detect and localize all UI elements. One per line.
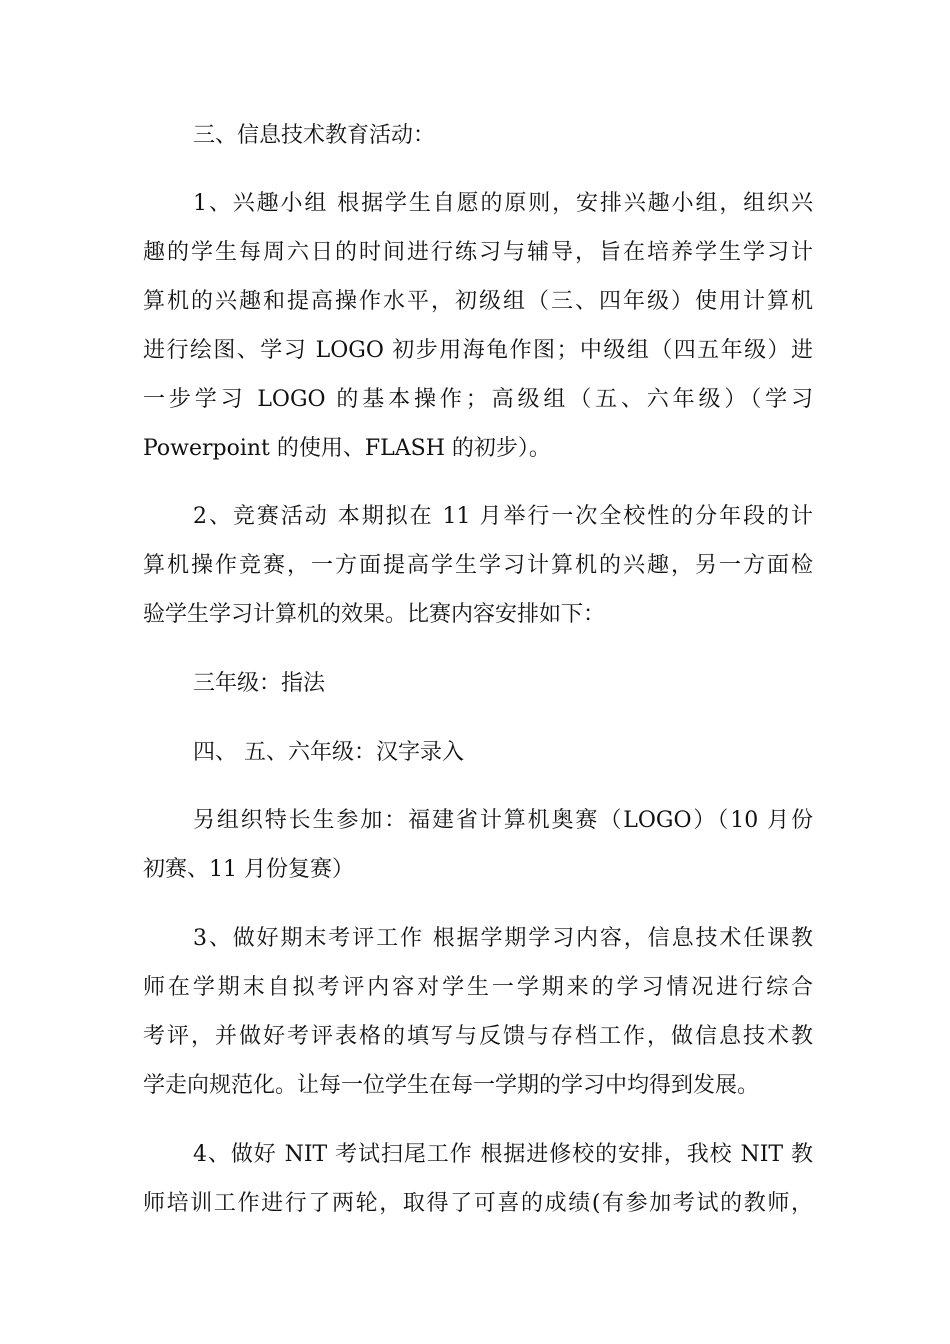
paragraph-line: 验学生学习计算机的效果。比赛内容安排如下： [143, 602, 606, 627]
paragraph-line: 一步学习 LOGO 的基本操作；高级组（五、六年级）（学习 [143, 387, 813, 412]
paragraph-line: 算机操作竞赛，一方面提高学生学习计算机的兴趣，另一方面检 [143, 553, 813, 578]
paragraph-line: 2、竞赛活动 本期拟在 11 月举行一次全校性的分年段的计 [193, 504, 813, 529]
paragraph-line: 考评，并做好考评表格的填写与反馈与存档工作，做信息技术教 [143, 1024, 813, 1049]
paragraph-line: 4、做好 NIT 考试扫尾工作 根据进修校的安排，我校 NIT 教 [193, 1142, 813, 1167]
paragraph-line: 进行绘图、学习 LOGO 初步用海龟作图；中级组（四五年级）进 [143, 338, 813, 363]
paragraph-line: 初赛、11 月份复赛） [143, 857, 354, 882]
paragraph-line: 算机的兴趣和提高操作水平，初级组（三、四年级）使用计算机 [143, 289, 813, 314]
paragraph-line: Powerpoint 的使用、FLASH 的初步）。 [143, 436, 551, 461]
paragraph-line: 趣的学生每周六日的时间进行练习与辅导，旨在培养学生学习计 [143, 240, 813, 265]
paragraph-line: 学走向规范化。让每一位学生在每一学期的学习中均得到发展。 [143, 1073, 760, 1098]
paragraph-line: 另组织特长生参加：福建省计算机奥赛（LOGO）（10 月份 [193, 808, 813, 833]
paragraph-line: 1、兴趣小组 根据学生自愿的原则，安排兴趣小组，组织兴 [193, 191, 813, 216]
paragraph-line: 三年级：指法 [193, 671, 326, 696]
paragraph-line: 四、 五、六年级：汉字录入 [193, 740, 464, 765]
section-heading: 三、信息技术教育活动： [193, 123, 436, 148]
paragraph-line: 师培训工作进行了两轮，取得了可喜的成绩(有参加考试的教师， [143, 1191, 813, 1216]
paragraph-line: 师在学期末自拟考评内容对学生一学期来的学习情况进行综合 [143, 975, 813, 1000]
paragraph-line: 3、做好期末考评工作 根据学期学习内容，信息技术任课教 [193, 926, 813, 951]
